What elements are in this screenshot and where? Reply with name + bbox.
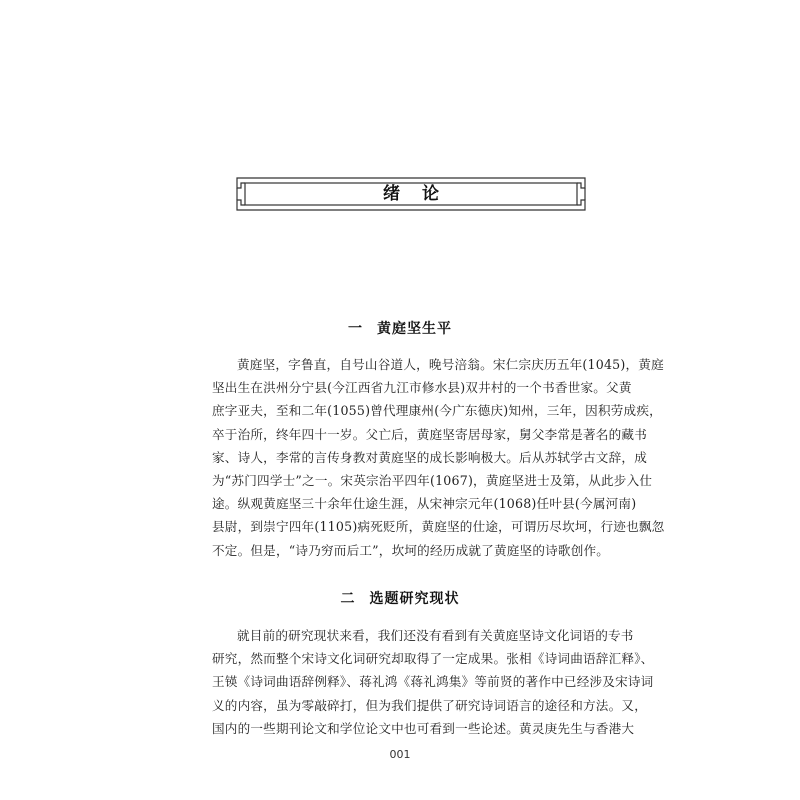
- section-title: 黄庭坚生平: [377, 321, 452, 337]
- chapter-title: 绪论: [383, 184, 461, 204]
- text-line: 不定。但是，“诗乃穷而后工”，坎坷的经历成就了黄庭坚的诗歌创作。: [212, 542, 610, 558]
- section-title: 选题研究现状: [369, 591, 460, 607]
- text-line: 义的内容，虽为零敲碎打，但为我们提供了研究诗词语言的途径和方法。又，: [212, 697, 647, 713]
- text-line: 坚出生在洪州分宁县(今江西省九江市修水县)双井村的一个书香世家。父黄: [212, 380, 632, 396]
- text-line: 就目前的研究现状来看，我们还没有看到有关黄庭坚诗文化词语的专书: [237, 628, 634, 643]
- text-line: 为“苏门四学士”之一。宋英宗治平四年(1067)，黄庭坚进士及第，从此步入仕: [212, 473, 653, 489]
- text-line: 研究，然而整个宋诗文化词研究却取得了一定成果。张相《诗词曲语辞汇释》、: [212, 651, 654, 667]
- section-heading-2: [0, 588, 800, 608]
- paragraph-biography: [212, 353, 665, 562]
- text-line: 家、诗人，李常的言传身教对黄庭坚的成长影响极大。后从苏轼学古文辞，成: [212, 449, 647, 465]
- text-line: 卒于治所，终年四十一岁。父亡后，黄庭坚寄居母家，舅父李常是著名的藏书: [212, 426, 647, 442]
- section-heading-1: [0, 318, 800, 338]
- paragraph-research-status: [212, 624, 654, 740]
- text-line: 途。纵观黄庭坚三十余年仕途生涯，从宋神宗元年(1068)任叶县(今属河南): [212, 496, 637, 512]
- text-line: 庶字亚夫，至和二年(1055)曾代理康州(今广东德庆)知州，三年，因积劳成疾，: [212, 403, 662, 419]
- section-number: 一: [348, 321, 363, 337]
- text-line: 王锳《诗词曲语辞例释》、蒋礼鸿《蒋礼鸿集》等前贤的著作中已经涉及宋诗词: [212, 674, 654, 690]
- section-number: 二: [340, 591, 356, 607]
- text-line: 国内的一些期刊论文和学位论文中也可看到一些论述。黄灵庚先生与香港大: [212, 720, 635, 736]
- page-number: 001: [389, 748, 411, 761]
- text-line: 县尉，到崇宁四年(1105)病死贬所，黄庭坚的仕途，可谓历尽坎坷，行迹也飘忽: [212, 519, 665, 535]
- chapter-title-frame: [236, 175, 586, 213]
- text-line: 黄庭坚，字鲁直，自号山谷道人，晚号涪翁。宋仁宗庆历五年(1045)，黄庭: [237, 357, 664, 372]
